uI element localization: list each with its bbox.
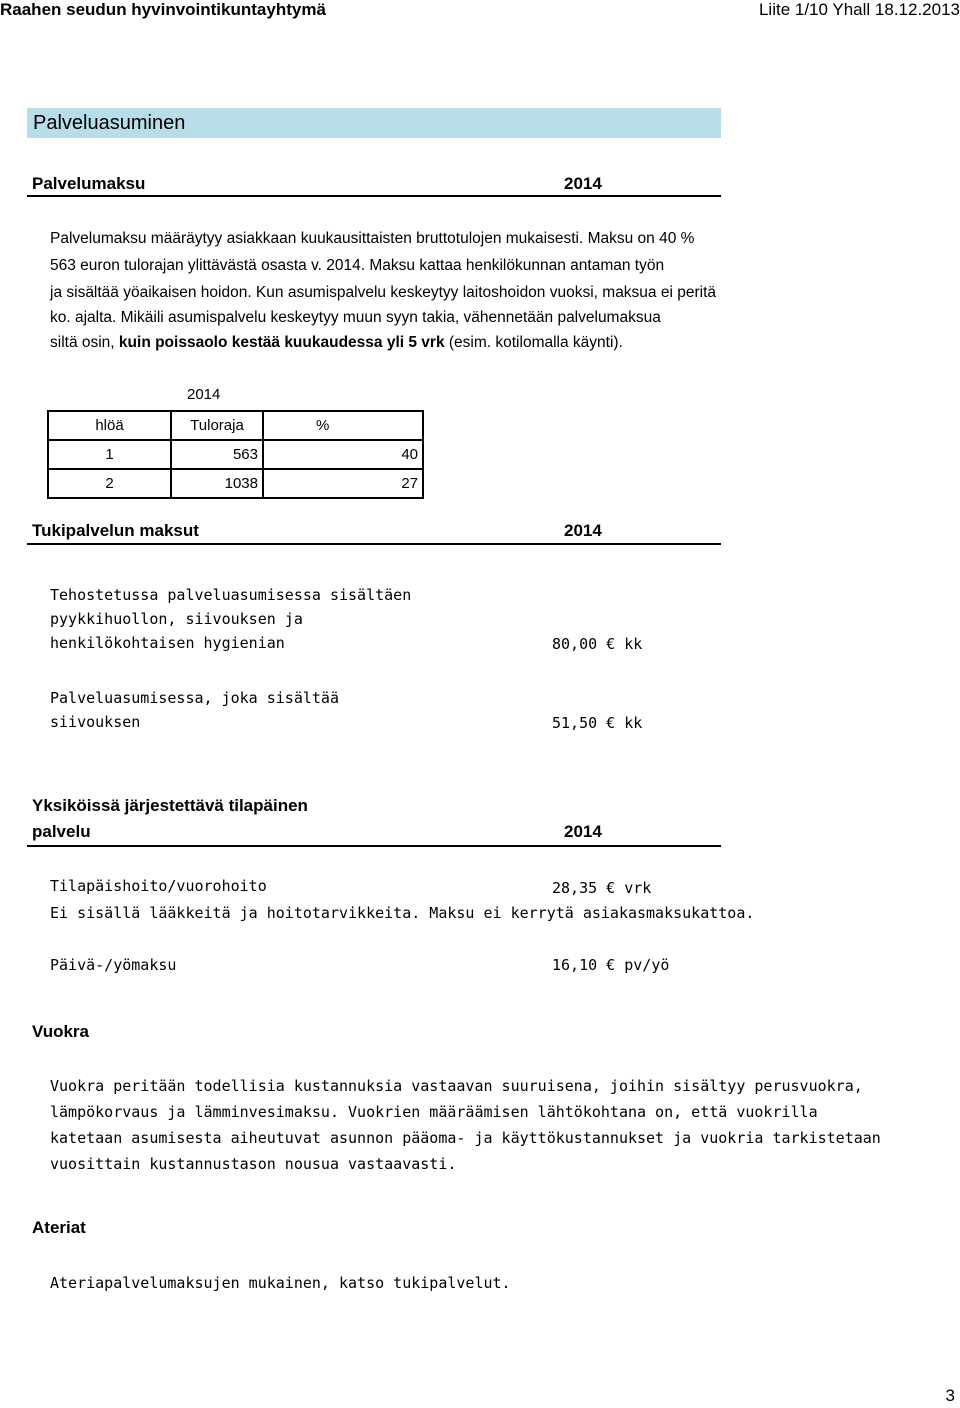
line-text-bold: kuin poissaolo kestää kuukaudessa yli 5 vrk <box>118 334 445 351</box>
palvelumaksu-line <box>50 330 623 356</box>
service-note: Ei sisällä lääkkeitä ja hoitotarvikkeita. Maksu ei kerrytä asiakasmaksukattoa. <box>50 904 755 922</box>
service-description: siivouksen <box>50 713 141 731</box>
table-header-cell: hlöä <box>48 411 171 440</box>
table-header-cell: % <box>263 411 423 440</box>
line-text: (esim. kotilomalla käynti). <box>444 334 623 351</box>
palvelumaksu-line: ko. ajalta. Mikäili asumispalvelu keskeytyy muun syyn takia, vähennetään palvelumaksua <box>50 309 661 326</box>
palvelumaksu-line: 563 euron tulorajan ylittävästä osasta v. 2014. Maksu kattaa henkilökunnan antaman työn <box>50 257 665 274</box>
document-reference: Liite 1/10 Yhall 18.12.2013 <box>758 0 960 19</box>
service-price: 16,10 € pv/yö <box>552 956 670 974</box>
divider <box>27 543 721 545</box>
service-price: 51,50 € kk <box>552 714 643 732</box>
palvelumaksu-line: Palvelumaksu määräytyy asiakkaan kuukausittaisten bruttotulojen mukaisesti. Maksu on 40 % <box>50 230 695 247</box>
vuokra-line: Vuokra peritään todellisia kustannuksia vastaavan suuruisena, joihin sisältyy perusvuokra, <box>50 1077 863 1095</box>
tilapainen-year: 2014 <box>564 822 602 841</box>
organization-name: Raahen seudun hyvinvointikuntayhtymä <box>0 0 326 19</box>
service-description: Tilapäishoito/vuorohoito <box>50 877 267 895</box>
vuokra-line: vuosittain kustannustason nousua vastaavasti. <box>50 1155 457 1173</box>
section-title: Palveluasuminen <box>33 112 186 134</box>
service-price: 28,35 € vrk <box>552 879 652 897</box>
service-description: Palveluasumisessa, joka sisältää <box>50 689 339 707</box>
table-header-cell: Tuloraja <box>171 411 263 440</box>
income-table-year: 2014 <box>187 386 221 403</box>
palvelumaksu-year: 2014 <box>564 174 602 193</box>
ateriat-text: Ateriapalvelumaksujen mukainen, katso tukipalvelut. <box>50 1274 511 1292</box>
tilapainen-heading: Yksiköissä järjestettävä tilapäinen <box>32 796 308 815</box>
tukipalvelu-heading: Tukipalvelun maksut <box>32 521 199 540</box>
table-cell: 2 <box>48 469 171 498</box>
page-number: 3 <box>945 1386 955 1405</box>
table-cell: 27 <box>263 469 423 498</box>
table-row <box>48 440 423 469</box>
palvelumaksu-line: ja sisältää yöaikaisen hoidon. Kun asumispalvelu keskeytyy laitoshoidon vuoksi, maksua ei peritä <box>50 284 717 301</box>
vuokra-line: lämpökorvaus ja lämminvesimaksu. Vuokrien määräämisen lähtökohtana on, että vuokrilla <box>50 1103 818 1121</box>
table-cell: 40 <box>263 440 423 469</box>
table-cell: 563 <box>171 440 263 469</box>
tukipalvelu-year: 2014 <box>564 521 602 540</box>
tilapainen-heading: palvelu <box>32 822 91 841</box>
line-text: siltä osin, <box>50 334 119 351</box>
service-description: Tehostetussa palveluasumisessa sisältäen <box>50 586 412 604</box>
table-cell: 1 <box>48 440 171 469</box>
palvelumaksu-heading: Palvelumaksu <box>32 174 146 193</box>
ateriat-heading: Ateriat <box>32 1218 86 1237</box>
service-description: pyykkihuollon, siivouksen ja <box>50 610 303 628</box>
vuokra-line: katetaan asumisesta aiheutuvat asunnon pääoma- ja käyttökustannukset ja vuokria tarkistetaan <box>50 1129 881 1147</box>
service-description: Päivä-/yömaksu <box>50 956 177 974</box>
vuokra-heading: Vuokra <box>32 1022 90 1041</box>
divider <box>27 195 721 197</box>
table-cell: 1038 <box>171 469 263 498</box>
income-table <box>47 410 424 499</box>
table-row <box>48 469 423 498</box>
divider <box>27 845 721 847</box>
service-description: henkilökohtaisen hygienian <box>50 634 285 652</box>
table-header-row <box>48 411 423 440</box>
section-title-bar <box>27 108 721 138</box>
service-price: 80,00 € kk <box>552 635 643 653</box>
